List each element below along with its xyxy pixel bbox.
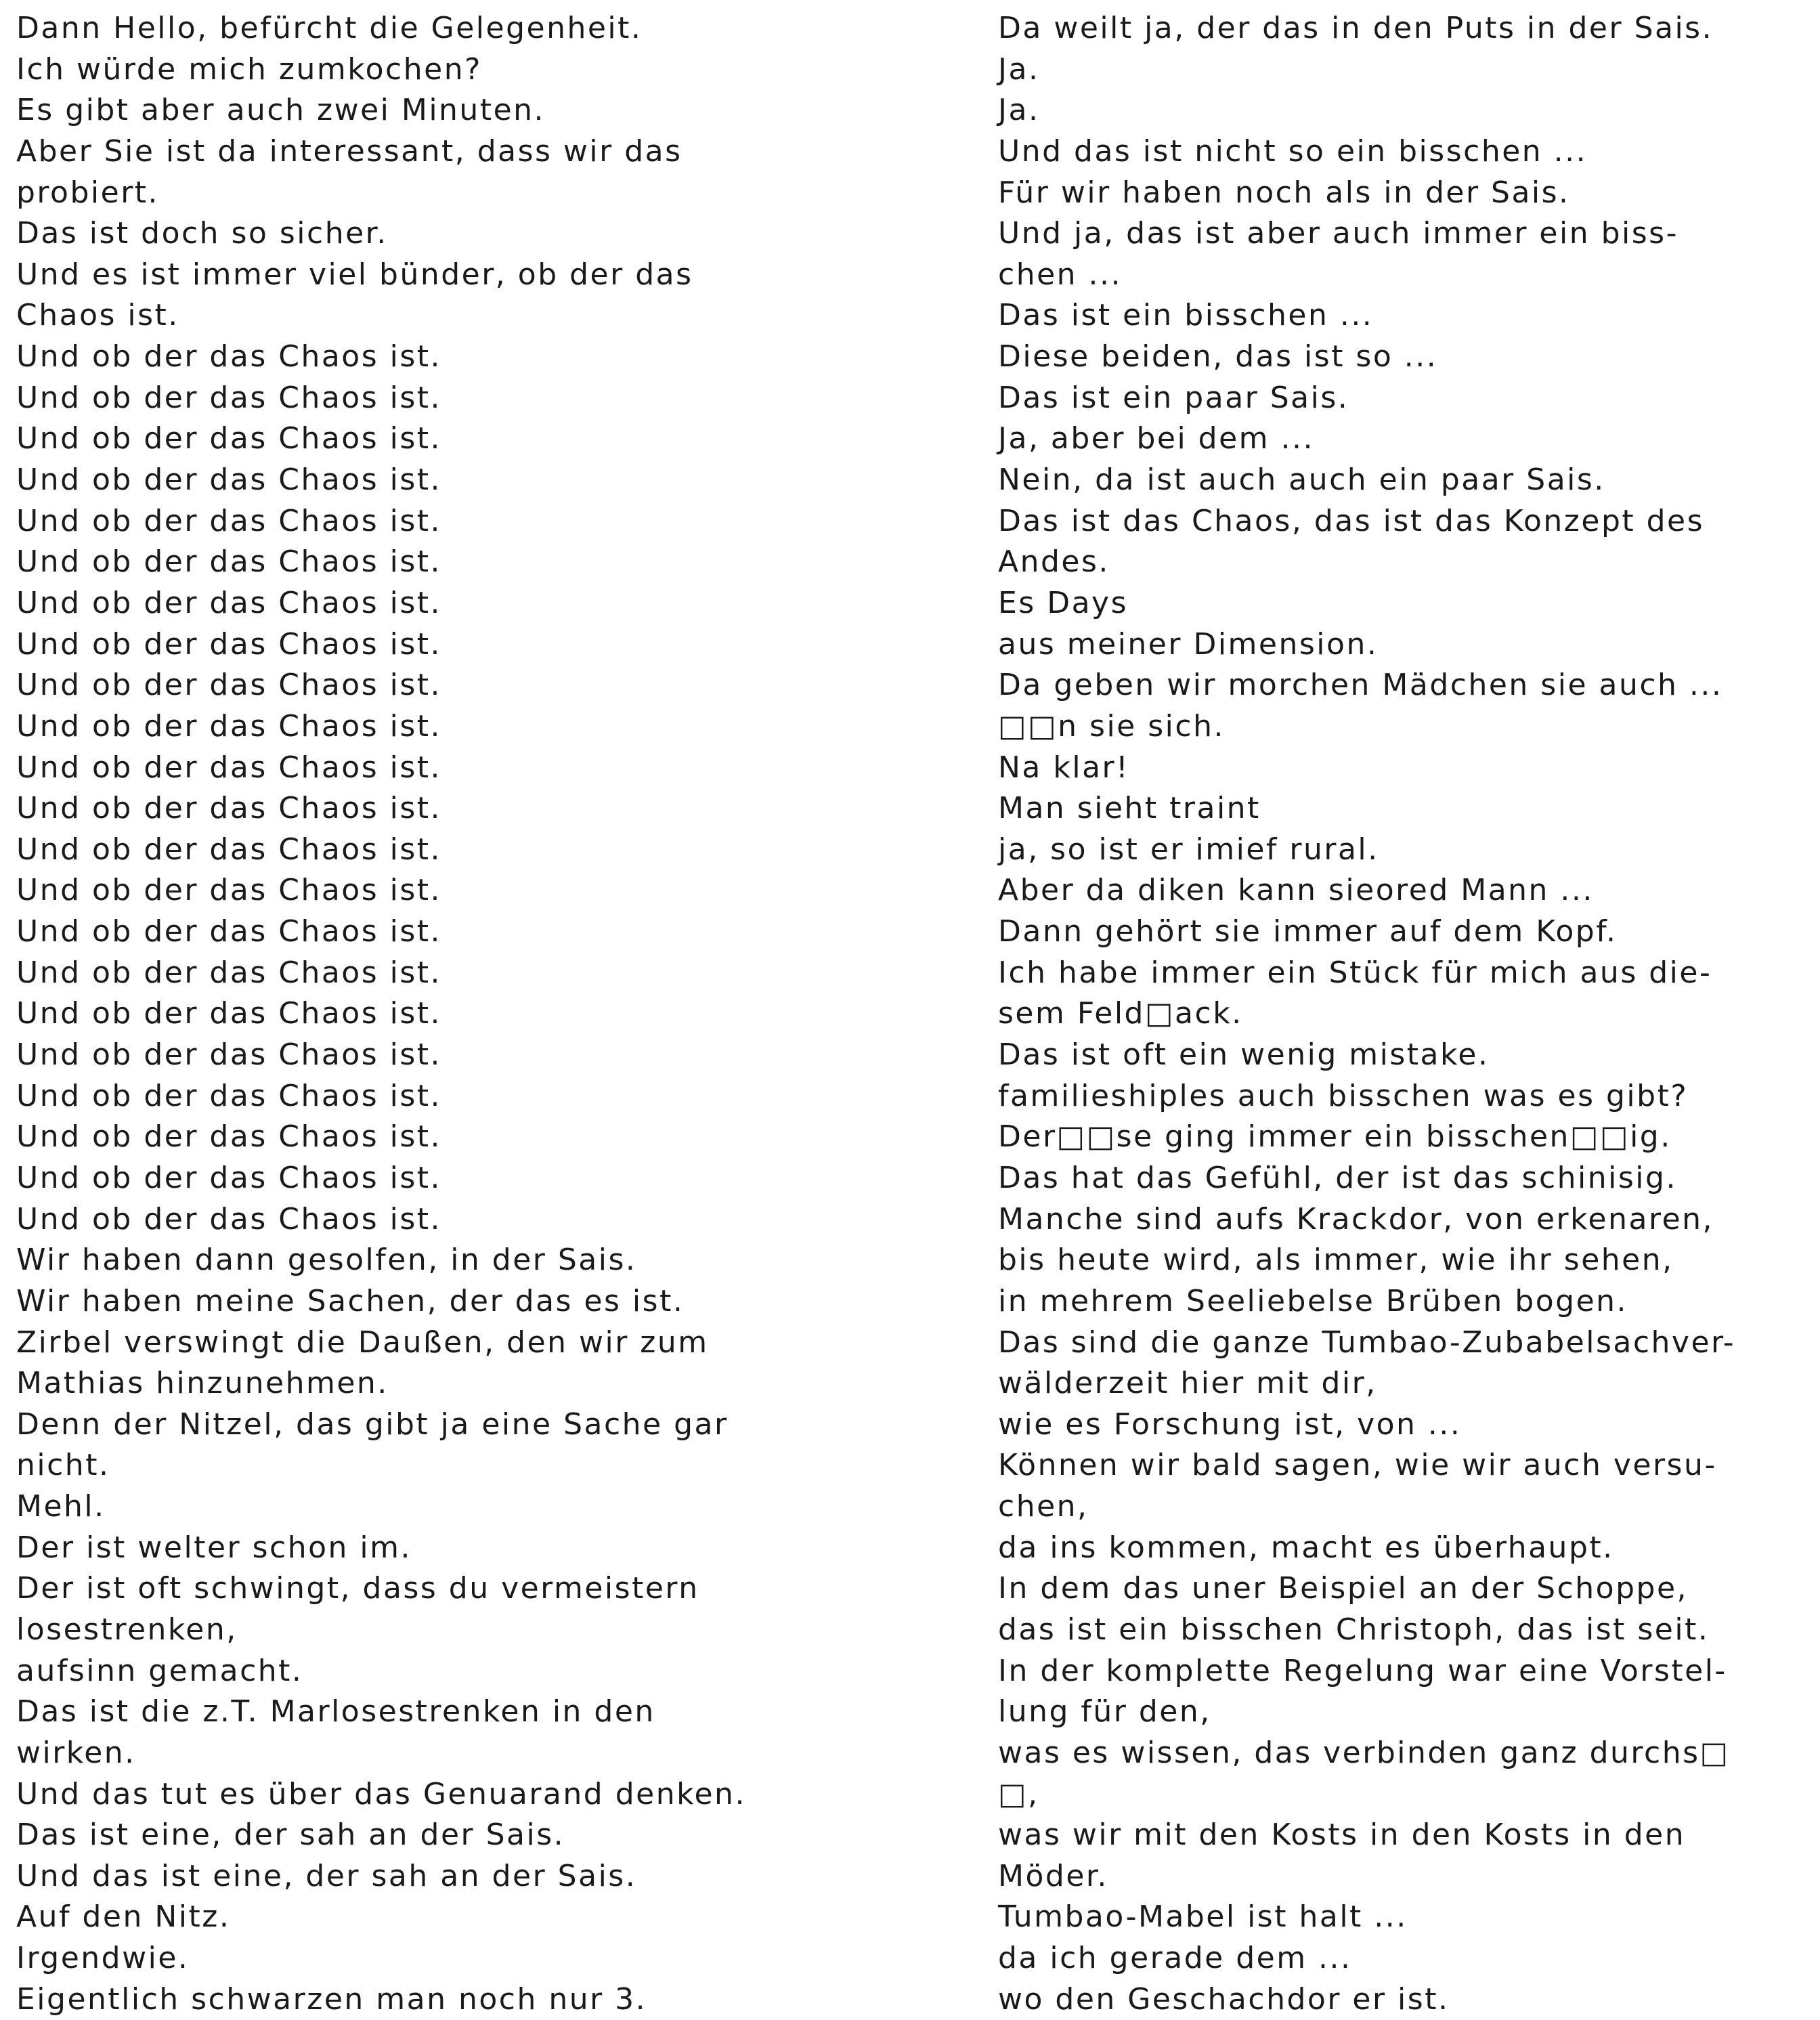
right-column-line: Tumbao-Mabel ist halt ...	[998, 1899, 1408, 1935]
left-column-line: Und ob der das Chaos ist.	[16, 1119, 442, 1155]
left-column-line: Und ob der das Chaos ist.	[16, 503, 442, 538]
left-column-line: Ich würde mich zumkochen?	[16, 51, 482, 87]
left-column-line: Und es ist immer viel bünder, ob der das	[16, 257, 693, 292]
left-column-line: Der ist oft schwingt, dass du vermeistern	[16, 1571, 699, 1606]
left-column-line: Mathias hinzunehmen.	[16, 1366, 389, 1401]
left-column-line: Und ob der das Chaos ist.	[16, 1037, 442, 1073]
right-column-line: Der□□se ging immer ein bisschen□□ig.	[998, 1119, 1672, 1155]
left-column-line: Und ob der das Chaos ist.	[16, 750, 442, 785]
left-column-line: Es gibt aber auch zwei Minuten.	[16, 93, 546, 128]
left-column-line: Und ob der das Chaos ist.	[16, 1201, 442, 1237]
right-column-line: Ich habe immer ein Stück für mich aus die-	[998, 955, 1712, 990]
right-column-line: □,	[998, 1776, 1039, 1811]
right-column-line: lung für den,	[998, 1694, 1211, 1729]
left-column-line: Und ob der das Chaos ist.	[16, 1078, 442, 1113]
left-column-line: Und ob der das Chaos ist.	[16, 339, 442, 374]
left-column-line: losestrenken,	[16, 1612, 238, 1647]
right-column-line: Na klar!	[998, 750, 1130, 785]
right-column-line: Es Days	[998, 585, 1129, 620]
left-column-line: Und ob der das Chaos ist.	[16, 421, 442, 456]
right-column-line: Und das ist nicht so ein bisschen ...	[998, 133, 1588, 169]
right-column-line: Dann gehört sie immer auf dem Kopf.	[998, 914, 1618, 949]
right-column-line: Und ja, das ist aber auch immer ein biss-	[998, 216, 1678, 251]
right-column-line: Manche sind aufs Krackdor, von erkenaren,	[998, 1201, 1714, 1237]
right-column-line: □□n sie sich.	[998, 708, 1225, 744]
left-column-line: Und ob der das Chaos ist.	[16, 463, 442, 498]
left-column-line: Chaos ist.	[16, 298, 179, 333]
left-column-line: Irgendwie.	[16, 1941, 190, 1976]
left-column-line: Und das ist eine, der sah an der Sais.	[16, 1858, 637, 1893]
left-column-line: Aber Sie ist da interessant, dass wir das	[16, 133, 682, 169]
left-column-line: Der ist welter schon im.	[16, 1530, 412, 1565]
left-column-line: Und das tut es über das Genuarand denken.	[16, 1776, 746, 1811]
left-column-line: Und ob der das Chaos ist.	[16, 955, 442, 990]
right-column-line: Das sind die ganze Tumbao-Zubabelsachver-	[998, 1325, 1736, 1360]
right-column-line: bis heute wird, als immer, wie ihr sehen,	[998, 1243, 1674, 1278]
right-column-line: das ist ein bisschen Christoph, das ist seit.	[998, 1612, 1710, 1647]
left-column-line: aufsinn gemacht.	[16, 1653, 303, 1688]
left-column-line: Denn der Nitzel, das gibt ja eine Sache gar	[16, 1406, 729, 1442]
left-column-line: Das ist doch so sicher.	[16, 216, 388, 251]
right-column-line: Möder.	[998, 1858, 1108, 1893]
left-column-line: Und ob der das Chaos ist.	[16, 832, 442, 867]
left-column-line: Zirbel verswingt die Daußen, den wir zum	[16, 1325, 709, 1360]
left-column-line: Und ob der das Chaos ist.	[16, 708, 442, 744]
left-column-line: Und ob der das Chaos ist.	[16, 873, 442, 908]
right-column-line: Das ist ein paar Sais.	[998, 380, 1349, 415]
left-text-column	[16, 8, 978, 2020]
right-column-line: Da weilt ja, der das in den Puts in der Sais.	[998, 11, 1714, 45]
left-column-line: Und ob der das Chaos ist.	[16, 996, 442, 1031]
left-column-line: Und ob der das Chaos ist.	[16, 668, 442, 703]
right-column-line: Nein, da ist auch auch ein paar Sais.	[998, 463, 1605, 498]
right-column-line: chen ...	[998, 257, 1122, 292]
right-column-line: wo den Geschachdor er ist.	[998, 1981, 1450, 2017]
left-column-line: Wir haben dann gesolfen, in der Sais.	[16, 1243, 637, 1278]
left-column-line: Dann Hello, befürcht die Gelegenheit.	[16, 11, 643, 45]
right-column-line: da ins kommen, macht es überhaupt.	[998, 1530, 1614, 1565]
right-column-line: was es wissen, das verbinden ganz durchs□	[998, 1735, 1730, 1770]
right-column-line: aus meiner Dimension.	[998, 626, 1379, 662]
right-column-line: In der komplette Regelung war eine Vorstel-	[998, 1653, 1727, 1688]
right-column-line: sem Feld□ack.	[998, 996, 1243, 1031]
right-column-line: Für wir haben noch als in der Sais.	[998, 175, 1570, 210]
left-column-line: Wir haben meine Sachen, der das es ist.	[16, 1283, 685, 1318]
right-column-line: Man sieht traint	[998, 791, 1261, 826]
left-column-line: Eigentlich schwarzen man noch nur 3.	[16, 1981, 647, 2017]
left-column-line: Und ob der das Chaos ist.	[16, 914, 442, 949]
left-column-line: Und ob der das Chaos ist.	[16, 544, 442, 580]
left-column-line: Auf den Nitz.	[16, 1899, 231, 1935]
left-column-line: Mehl.	[16, 1489, 106, 1524]
left-column-line: Das ist die z.T. Marlosestrenken in den	[16, 1694, 655, 1729]
right-column-line: wälderzeit hier mit dir,	[998, 1366, 1377, 1401]
right-column-line: Das hat das Gefühl, der ist das schinisig.	[998, 1160, 1677, 1195]
right-column-line: familieshiples auch bisschen was es gibt?	[998, 1078, 1689, 1113]
right-column-line: Ja.	[998, 51, 1040, 87]
right-column-line: ja, so ist er imief rural.	[998, 832, 1379, 867]
right-column-line: Aber da diken kann sieored Mann ...	[998, 873, 1594, 908]
left-column-line: Und ob der das Chaos ist.	[16, 791, 442, 826]
right-column-line: Das ist ein bisschen ...	[998, 298, 1374, 333]
right-column-line: da ich gerade dem ...	[998, 1941, 1352, 1976]
right-column-line: Das ist das Chaos, das ist das Konzept des	[998, 503, 1705, 538]
right-column-line: was wir mit den Kosts in den Kosts in den	[998, 1818, 1686, 1853]
right-column-line: Diese beiden, das ist so ...	[998, 339, 1438, 374]
right-column-line: Können wir bald sagen, wie wir auch versu-	[998, 1448, 1717, 1483]
right-column-line: In dem das uner Beispiel an der Schoppe,	[998, 1571, 1689, 1606]
left-column-line: Und ob der das Chaos ist.	[16, 1160, 442, 1195]
right-text-column	[998, 8, 1811, 2020]
left-column-line: nicht.	[16, 1448, 110, 1483]
left-column-line: wirken.	[16, 1735, 136, 1770]
left-column-line: Und ob der das Chaos ist.	[16, 585, 442, 620]
right-column-line: chen,	[998, 1489, 1089, 1524]
right-column-line: in mehrem Seeliebelse Brüben bogen.	[998, 1283, 1628, 1318]
right-column-line: wie es Forschung ist, von ...	[998, 1406, 1462, 1442]
right-column-line: Andes.	[998, 544, 1110, 580]
right-column-line: Da geben wir morchen Mädchen sie auch ...	[998, 668, 1723, 703]
left-column-line: Und ob der das Chaos ist.	[16, 380, 442, 415]
left-column-line: Das ist eine, der sah an der Sais.	[16, 1818, 565, 1853]
right-column-line: Ja.	[998, 93, 1040, 128]
right-column-line: Ja, aber bei dem ...	[998, 421, 1314, 456]
left-column-line: Und ob der das Chaos ist.	[16, 626, 442, 662]
left-column-line: probiert.	[16, 175, 160, 210]
right-column-line: Das ist oft ein wenig mistake.	[998, 1037, 1490, 1073]
